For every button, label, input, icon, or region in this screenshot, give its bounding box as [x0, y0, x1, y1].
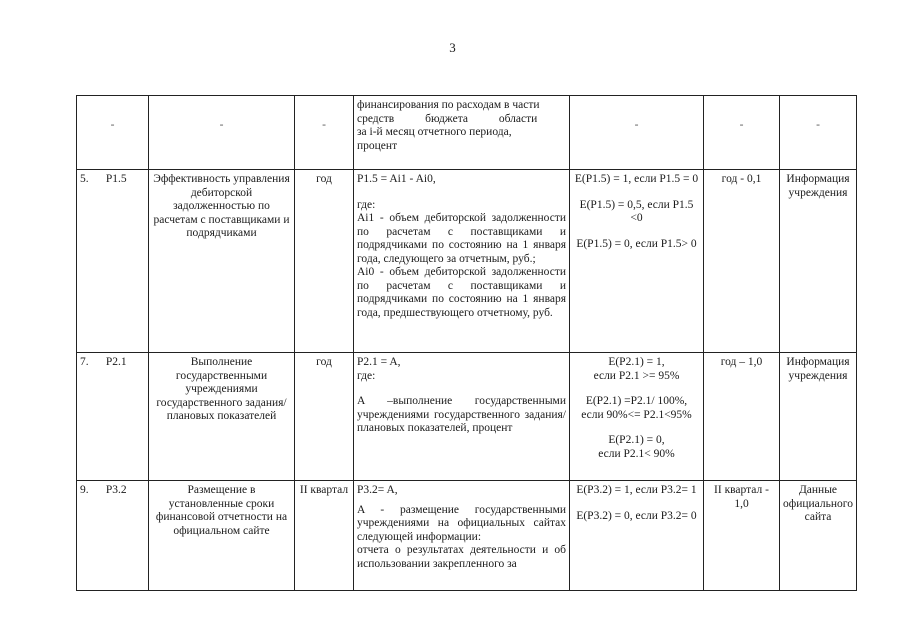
indicators-table: [76, 95, 857, 591]
method-cell: [354, 96, 570, 170]
weight-cell: год – 1,0: [704, 353, 780, 481]
indicator-name: Размещение в установленные сроки финансовой отчетности на официальном сайте: [149, 481, 295, 591]
method-line: A –выполнение государственными учреждениями государственного задания/плановых показателей, процент: [357, 395, 566, 434]
rating-line: E(P2.1) =P2.1/ 100%,: [585, 395, 688, 407]
method-line: средств бюджета области: [357, 112, 538, 125]
rating-line: E(P3.2) = 0, если P3.2= 0: [576, 509, 697, 522]
method-line: процент: [357, 139, 398, 152]
source-cell: Информация учреждения: [780, 353, 857, 481]
weight-cell: II квартал - 1,0: [704, 481, 780, 591]
method-cell: [354, 353, 570, 481]
rating-line: если P2.1 >= 95%: [593, 369, 680, 382]
rating-cell: [570, 481, 704, 591]
row-number: 9.: [80, 484, 89, 496]
cell-dash: -: [77, 96, 149, 170]
row-number: 5.: [80, 173, 89, 185]
method-line: за i-й месяц отчетного периода,: [357, 126, 512, 138]
method-line: Ai0 - объем дебиторской задолженности по расчетам с поставщиками и подрядчиками по состоянию на 1 января года, предшествующего отчетному, руб.: [357, 266, 566, 319]
row-number-cell: [77, 353, 149, 481]
method-intro: где:: [357, 369, 376, 382]
method-cell: [354, 170, 570, 353]
rating-line: если P2.1< 90%: [598, 447, 675, 460]
rating-line: E(P2.1) = 0,: [608, 434, 665, 446]
table-row: [77, 170, 857, 353]
method-line: A - размещение государственными учреждениями на официальных сайтах следующей информации:: [357, 503, 566, 543]
rating-line: E(P1.5) = 0,5, если P1.5 <0: [579, 198, 694, 224]
formula: P3.2= A,: [357, 484, 398, 496]
rating-line: если 90%<= P2.1<95%: [581, 408, 692, 421]
row-number-cell: [77, 481, 149, 591]
rating-line: E(P1.5) = 0, если P1.5> 0: [576, 237, 697, 250]
rating-line: E(P2.1) = 1,: [608, 356, 665, 368]
method-intro: где:: [357, 198, 376, 211]
cell-dash: -: [295, 96, 354, 170]
period-cell: II квартал: [295, 481, 354, 591]
page-number: 3: [449, 40, 456, 55]
cell-dash: -: [780, 96, 857, 170]
row-code: P1.5: [105, 173, 127, 185]
formula: P2.1 = A,: [357, 356, 401, 368]
method-line: отчета о результатах деятельности и об использовании закрепленного за: [357, 544, 566, 570]
formula: P1.5 = Ai1 - Ai0,: [357, 173, 436, 185]
table-row: [77, 481, 857, 591]
method-line: Ai1 - объем дебиторской задолженности по расчетам с поставщиками и подрядчиками по состоянию на 1 января года, следующего за отчетным, руб.;: [357, 212, 566, 265]
rating-line: E(P1.5) = 1, если P1.5 = 0: [574, 173, 699, 185]
source-cell: Информация учреждения: [780, 170, 857, 353]
row-code: P2.1: [105, 356, 127, 368]
cell-dash: -: [149, 96, 295, 170]
cell-dash: -: [570, 96, 704, 170]
rating-line: E(P3.2) = 1, если P3.2= 1: [576, 484, 697, 496]
row-code: P3.2: [105, 484, 127, 496]
cell-dash: -: [704, 96, 780, 170]
rating-cell: [570, 353, 704, 481]
row-number: 7.: [80, 356, 89, 368]
rating-cell: [570, 170, 704, 353]
period-cell: год: [295, 353, 354, 481]
table-row: [77, 353, 857, 481]
weight-cell: год - 0,1: [704, 170, 780, 353]
source-cell: Данные официального сайта: [780, 481, 857, 591]
table-row-continuation: [77, 96, 857, 170]
method-line: финансирования по расходам в части: [357, 99, 540, 111]
period-cell: год: [295, 170, 354, 353]
row-number-cell: [77, 170, 149, 353]
indicator-name: Выполнение государственными учреждениями государственного задания/плановых показателей: [149, 353, 295, 481]
indicator-name: Эффективность управления дебиторской задолженностью по расчетам с поставщиками и подрядчиками: [149, 170, 295, 353]
method-cell: [354, 481, 570, 591]
